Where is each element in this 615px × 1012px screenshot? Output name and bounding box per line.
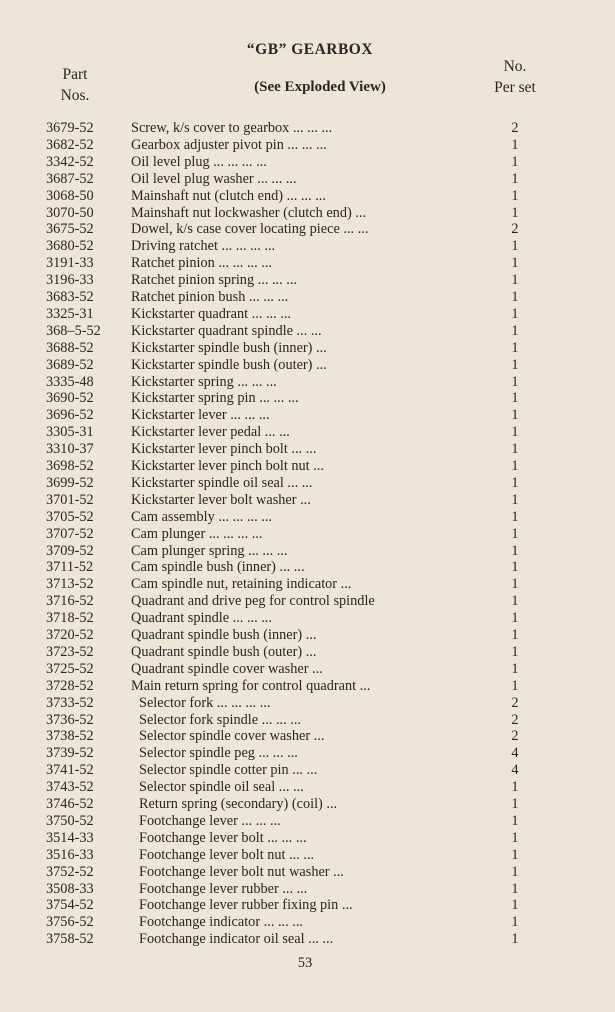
- quantity-per-set: 1: [511, 643, 519, 660]
- part-description: Kickstarter lever pinch bolt nut ...: [131, 458, 324, 474]
- table-row: [0, 897, 615, 914]
- table-row: [0, 745, 615, 762]
- part-description: Footchange indicator oil seal ... ...: [139, 931, 334, 948]
- column-header-part-nos: [40, 64, 110, 106]
- table-row: [0, 543, 615, 560]
- part-number: 3196-33: [46, 272, 94, 289]
- column-header-part-line2: Nos.: [60, 87, 90, 104]
- part-number: 3068-50: [46, 187, 94, 204]
- table-row: [0, 221, 615, 238]
- part-number: 3342-52: [46, 153, 94, 170]
- part-number: 3689-52: [46, 356, 94, 373]
- part-number: 3713-52: [46, 576, 94, 593]
- quantity-per-set: 1: [511, 542, 519, 559]
- table-row: [0, 712, 615, 729]
- table-row: [0, 830, 615, 847]
- part-description: Selector spindle cotter pin ... ...: [139, 762, 318, 779]
- table-row: [0, 492, 615, 509]
- table-row: [0, 627, 615, 644]
- part-number: 3699-52: [46, 474, 94, 491]
- quantity-per-set: 1: [511, 458, 519, 474]
- quantity-per-set: 1: [511, 373, 519, 390]
- part-number: 3687-52: [46, 170, 94, 187]
- part-number: 3516-33: [46, 846, 94, 863]
- quantity-per-set: 1: [511, 339, 519, 356]
- quantity-per-set: 1: [511, 627, 519, 643]
- quantity-per-set: 1: [511, 559, 519, 576]
- quantity-per-set: 1: [511, 238, 519, 255]
- part-description: Kickstarter quadrant ... ... ...: [131, 305, 291, 322]
- part-description: Selector spindle cover washer ...: [139, 728, 325, 745]
- part-number: 3750-52: [46, 812, 94, 829]
- quantity-per-set: 1: [511, 863, 519, 880]
- quantity-per-set: 2: [511, 694, 519, 711]
- part-number: 3680-52: [46, 238, 94, 255]
- part-number: 3752-52: [46, 863, 94, 880]
- part-description: Cam assembly ... ... ... ...: [131, 508, 272, 525]
- table-row: [0, 610, 615, 627]
- table-row: [0, 289, 615, 306]
- part-number: 3335-48: [46, 373, 94, 390]
- part-description: Oil level plug ... ... ... ...: [131, 153, 267, 170]
- part-description: Screw, k/s cover to gearbox ... ... ...: [131, 120, 333, 136]
- part-number: 3725-52: [46, 660, 94, 677]
- part-description: Footchange lever bolt nut ... ...: [139, 846, 315, 863]
- table-row: [0, 728, 615, 745]
- part-number: 3508-33: [46, 880, 94, 897]
- quantity-per-set: 2: [511, 711, 519, 728]
- part-number: 3758-52: [46, 931, 94, 948]
- quantity-per-set: 1: [511, 576, 519, 593]
- table-row: [0, 188, 615, 205]
- quantity-per-set: 1: [511, 305, 519, 322]
- table-row: [0, 340, 615, 357]
- part-number: 3709-52: [46, 542, 94, 559]
- quantity-per-set: 1: [511, 508, 519, 525]
- part-number: 3682-52: [46, 136, 94, 153]
- column-header-no-line1: No.: [503, 58, 527, 75]
- part-number: 368–5-52: [46, 322, 101, 339]
- part-number: 3679-52: [46, 120, 94, 136]
- part-number: 3070-50: [46, 204, 94, 221]
- page-subtitle: (See Exploded View): [254, 79, 386, 95]
- part-description: Gearbox adjuster pivot pin ... ... ...: [131, 136, 327, 153]
- part-description: Footchange lever rubber ... ...: [139, 880, 308, 897]
- part-description: Kickstarter spring pin ... ... ...: [131, 390, 299, 407]
- table-row: [0, 407, 615, 424]
- part-number: 3716-52: [46, 593, 94, 610]
- table-row: [0, 762, 615, 779]
- table-row: [0, 154, 615, 171]
- part-number: 3675-52: [46, 221, 94, 238]
- part-description: Kickstarter lever pinch bolt ... ...: [131, 441, 317, 458]
- part-description: Cam spindle nut, retaining indicator ...: [131, 576, 352, 593]
- part-number: 3718-52: [46, 610, 94, 627]
- quantity-per-set: 1: [511, 153, 519, 170]
- part-number: 3746-52: [46, 796, 94, 812]
- part-number: 3191-33: [46, 255, 94, 272]
- part-number: 3690-52: [46, 390, 94, 407]
- part-number: 3701-52: [46, 491, 94, 508]
- part-number: 3743-52: [46, 779, 94, 796]
- quantity-per-set: 1: [511, 136, 519, 153]
- part-description: Driving ratchet ... ... ... ...: [131, 238, 276, 255]
- part-number: 3723-52: [46, 643, 94, 660]
- table-row: [0, 374, 615, 391]
- part-description: Kickstarter spring ... ... ...: [131, 373, 277, 390]
- part-description: Kickstarter spindle bush (inner) ...: [131, 339, 327, 356]
- quantity-per-set: 2: [511, 120, 519, 136]
- part-description: Cam plunger ... ... ... ...: [131, 525, 263, 542]
- quantity-per-set: 1: [511, 796, 519, 812]
- part-number: 3741-52: [46, 762, 94, 779]
- table-row: [0, 238, 615, 255]
- table-row: [0, 559, 615, 576]
- part-description: Footchange lever bolt nut washer ...: [139, 863, 344, 880]
- table-row: [0, 458, 615, 475]
- part-description: Quadrant spindle bush (outer) ...: [131, 643, 317, 660]
- table-row: [0, 255, 615, 272]
- table-row: [0, 205, 615, 222]
- table-row: [0, 576, 615, 593]
- part-number: 3325-31: [46, 305, 94, 322]
- table-row: [0, 424, 615, 441]
- part-number: 3514-33: [46, 829, 94, 846]
- table-row: [0, 881, 615, 898]
- part-number: 3711-52: [46, 559, 94, 576]
- part-number: 3305-31: [46, 424, 94, 441]
- part-description: Selector spindle oil seal ... ...: [139, 779, 304, 796]
- part-number: 3696-52: [46, 407, 94, 424]
- quantity-per-set: 1: [511, 610, 519, 627]
- part-number: 3720-52: [46, 627, 94, 643]
- quantity-per-set: 1: [511, 289, 519, 305]
- column-header-part-line1: Part: [62, 66, 88, 83]
- part-description: Quadrant spindle bush (inner) ...: [131, 627, 317, 643]
- quantity-per-set: 1: [511, 914, 519, 931]
- table-row: [0, 171, 615, 188]
- part-number: 3738-52: [46, 728, 94, 745]
- part-number: 3310-37: [46, 441, 94, 458]
- table-row: [0, 137, 615, 154]
- quantity-per-set: 1: [511, 525, 519, 542]
- table-row: [0, 914, 615, 931]
- quantity-per-set: 1: [511, 187, 519, 204]
- part-description: Cam plunger spring ... ... ...: [131, 542, 288, 559]
- quantity-per-set: 1: [511, 677, 519, 694]
- part-description: Footchange indicator ... ... ...: [139, 914, 303, 931]
- table-row: [0, 796, 615, 813]
- part-number: 3688-52: [46, 339, 94, 356]
- table-row: [0, 272, 615, 289]
- part-description: Mainshaft nut (clutch end) ... ... ...: [131, 187, 326, 204]
- part-number: 3698-52: [46, 458, 94, 474]
- quantity-per-set: 1: [511, 322, 519, 339]
- table-row: [0, 390, 615, 407]
- page-title: “GB” GEARBOX: [246, 41, 374, 58]
- quantity-per-set: 1: [511, 356, 519, 373]
- quantity-per-set: 1: [511, 170, 519, 187]
- part-number: 3739-52: [46, 745, 94, 762]
- part-description: Main return spring for control quadrant ...: [131, 677, 371, 694]
- quantity-per-set: 1: [511, 407, 519, 424]
- table-row: [0, 644, 615, 661]
- part-description: Mainshaft nut lockwasher (clutch end) ...: [131, 204, 367, 221]
- table-row: [0, 323, 615, 340]
- quantity-per-set: 1: [511, 660, 519, 677]
- part-description: Selector spindle peg ... ... ...: [139, 745, 298, 762]
- part-description: Selector fork spindle ... ... ...: [139, 711, 301, 728]
- quantity-per-set: 1: [511, 897, 519, 914]
- part-description: Footchange lever rubber fixing pin ...: [139, 897, 353, 914]
- table-row: [0, 509, 615, 526]
- part-description: Kickstarter lever pedal ... ...: [131, 424, 290, 441]
- quantity-per-set: 1: [511, 880, 519, 897]
- table-row: [0, 593, 615, 610]
- table-row: [0, 864, 615, 881]
- part-number: 3705-52: [46, 508, 94, 525]
- part-number: 3736-52: [46, 711, 94, 728]
- quantity-per-set: 1: [511, 390, 519, 407]
- part-description: Selector fork ... ... ... ...: [139, 694, 271, 711]
- part-description: Kickstarter lever ... ... ...: [131, 407, 270, 424]
- column-header-no-per-set: [480, 56, 550, 98]
- part-description: Quadrant spindle cover washer ...: [131, 660, 323, 677]
- table-row: [0, 526, 615, 543]
- table-row: [0, 661, 615, 678]
- quantity-per-set: 1: [511, 593, 519, 610]
- part-number: 3733-52: [46, 694, 94, 711]
- column-header-no-line2: Per set: [494, 79, 536, 96]
- part-description: Kickstarter lever bolt washer ...: [131, 491, 311, 508]
- part-description: Footchange lever ... ... ...: [139, 812, 281, 829]
- part-description: Ratchet pinion ... ... ... ...: [131, 255, 272, 272]
- part-number: 3756-52: [46, 914, 94, 931]
- part-description: Ratchet pinion spring ... ... ...: [131, 272, 297, 289]
- part-description: Dowel, k/s case cover locating piece ... ...: [131, 221, 369, 238]
- quantity-per-set: 1: [511, 846, 519, 863]
- quantity-per-set: 1: [511, 779, 519, 796]
- quantity-per-set: 1: [511, 491, 519, 508]
- quantity-per-set: 1: [511, 272, 519, 289]
- part-description: Kickstarter quadrant spindle ... ...: [131, 322, 322, 339]
- quantity-per-set: 2: [511, 221, 519, 238]
- quantity-per-set: 4: [511, 762, 519, 779]
- part-description: Return spring (secondary) (coil) ...: [139, 796, 338, 812]
- part-number: 3754-52: [46, 897, 94, 914]
- table-row: [0, 475, 615, 492]
- table-row: [0, 847, 615, 864]
- table-row: [0, 357, 615, 374]
- part-description: Kickstarter spindle bush (outer) ...: [131, 356, 327, 373]
- quantity-per-set: 4: [511, 745, 519, 762]
- table-row: [0, 441, 615, 458]
- table-row: [0, 931, 615, 948]
- part-description: Footchange lever bolt ... ... ...: [139, 829, 307, 846]
- table-row: [0, 678, 615, 695]
- part-number: 3728-52: [46, 677, 94, 694]
- part-number: 3707-52: [46, 525, 94, 542]
- quantity-per-set: 1: [511, 255, 519, 272]
- quantity-per-set: 1: [511, 474, 519, 491]
- part-description: Oil level plug washer ... ... ...: [131, 170, 297, 187]
- part-description: Ratchet pinion bush ... ... ...: [131, 289, 289, 305]
- table-row: [0, 779, 615, 796]
- table-row: [0, 813, 615, 830]
- quantity-per-set: 2: [511, 728, 519, 745]
- quantity-per-set: 1: [511, 204, 519, 221]
- table-row: [0, 695, 615, 712]
- table-row: [0, 306, 615, 323]
- part-description: Quadrant and drive peg for control spindle: [131, 593, 375, 610]
- table-row: [0, 120, 615, 137]
- quantity-per-set: 1: [511, 931, 519, 948]
- quantity-per-set: 1: [511, 441, 519, 458]
- quantity-per-set: 1: [511, 829, 519, 846]
- part-description: Kickstarter spindle oil seal ... ...: [131, 474, 313, 491]
- part-description: Cam spindle bush (inner) ... ...: [131, 559, 305, 576]
- page-number: 53: [297, 955, 313, 971]
- part-number: 3683-52: [46, 289, 94, 305]
- quantity-per-set: 1: [511, 812, 519, 829]
- quantity-per-set: 1: [511, 424, 519, 441]
- part-description: Quadrant spindle ... ... ...: [131, 610, 272, 627]
